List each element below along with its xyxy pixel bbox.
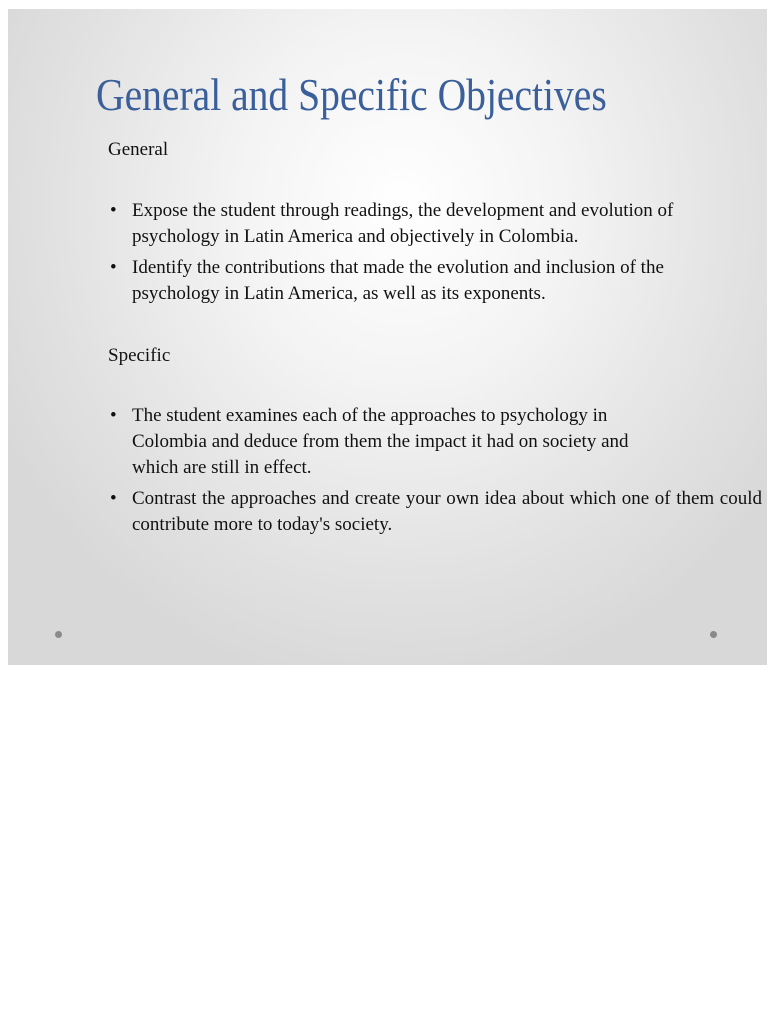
slide-title: General and Specific Objectives [96,69,607,120]
general-label: General [108,139,169,160]
bullet-icon: • [110,488,117,509]
specific-bullet-1 [108,403,766,481]
general-bullet-2 [108,255,766,307]
specific-bullet-2 [108,486,766,538]
decorative-dot-right [710,631,717,638]
bullet-icon: • [110,257,117,278]
general-bullet-2-text: Identify the contributions that made the evolution and inclusion of the psychology in Latin America, as well as its exponents. [132,257,664,304]
specific-label: Specific [108,345,171,366]
general-bullet-1-text: Expose the student through readings, the development and evolution of psychology in Latin America and objectively in Colombia. [132,200,674,247]
specific-bullet-list [108,403,766,543]
specific-bullet-1-text: The student examines each of the approaches to psychology in Colombia and deduce from them the impact it had on society and which are still in effect. [132,405,629,478]
bullet-icon: • [110,200,117,221]
decorative-dot-left [55,631,62,638]
slide [8,9,767,665]
specific-bullet-2-text: Contrast the approaches and create your own idea about which one of them could contribute more to today's society. [132,488,762,535]
bullet-icon: • [110,405,117,426]
general-bullet-list [108,198,766,312]
general-bullet-1 [108,198,766,250]
